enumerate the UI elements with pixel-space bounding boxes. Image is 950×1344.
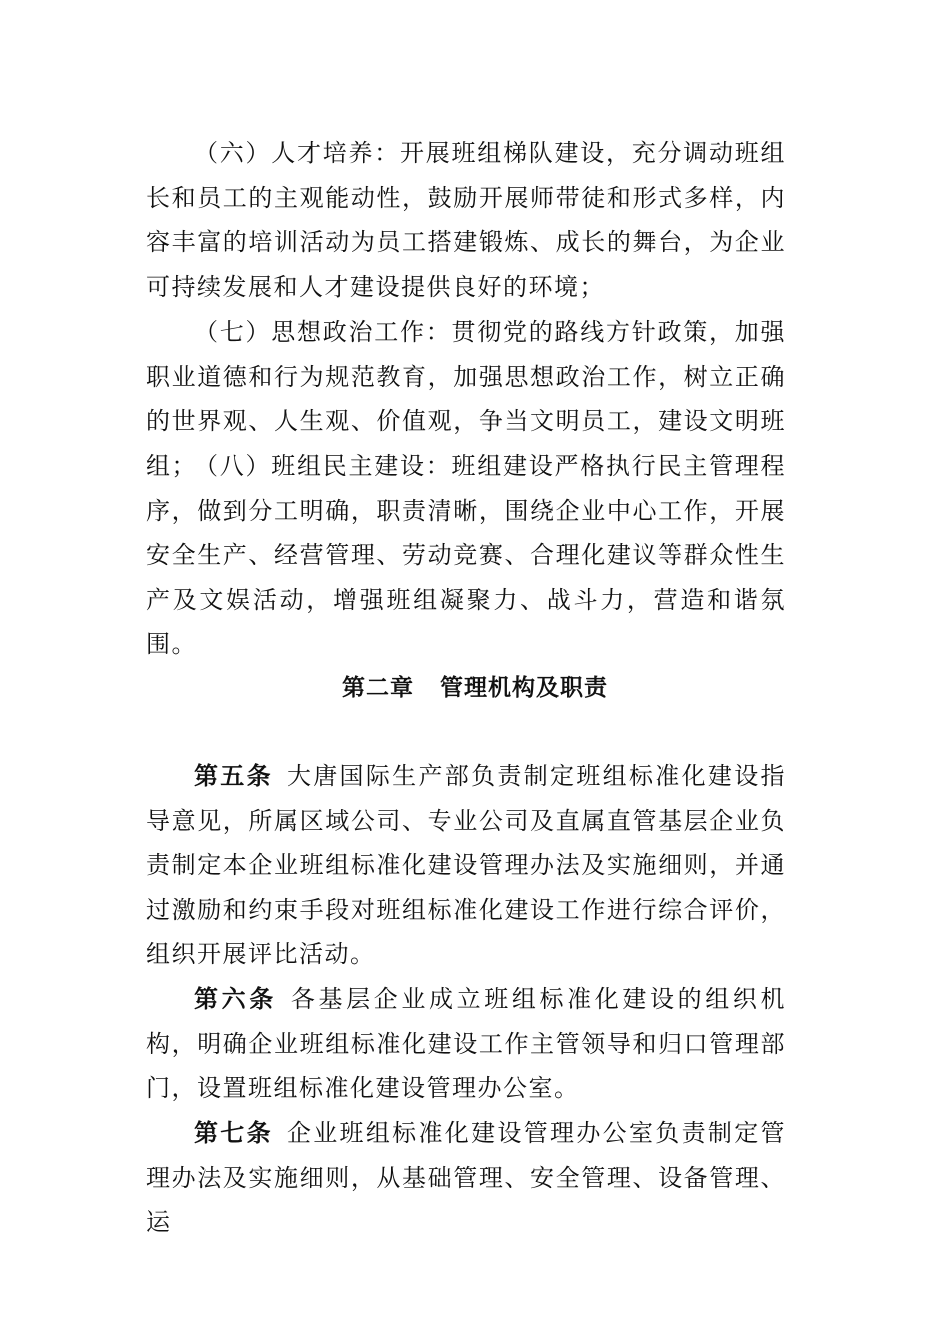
chapter-title: 管理机构及职责 [440,675,608,701]
paragraph-political-work: （七）思想政治工作：贯彻党的路线方针政策，加强职业道德和行为规范教育，加强思想政治工作，树立正确的世界观、人生观、价值观，争当文明员工，建设文明班组； [146,318,786,480]
article-7-text: 企业班组标准化建设管理办公室负责制定管理办法及实施细则，从基础管理、安全管理、设备管理、运 [146,1119,787,1236]
article-6 [146,977,786,1111]
chapter-number: 第二章 [342,675,414,701]
article-6-text: 各基层企业成立班组标准化建设的组织机构，明确企业班组标准化建设工作主管领导和归口管理部门，设置班组标准化建设管理办公室。 [146,985,786,1102]
paragraph-team-democracy: （八）班组民主建设：班组建设严格执行民主管理程序，做到分工明确，职责清晰，围绕企业中心工作，开展安全生产、经营管理、劳动竞赛、合理化建议等群众性生产及文娱活动，增强班组凝聚力、战斗力，营造和谐氛围。 [146,452,786,658]
article-5-label: 第五条 [194,761,273,790]
chapter-heading [0,668,950,708]
article-6-label: 第六条 [194,984,277,1013]
article-7-label: 第七条 [194,1118,273,1147]
article-7 [146,1111,786,1245]
paragraph-talent-training: （六）人才培养：开展班组梯队建设，充分调动班组长和员工的主观能动性，鼓励开展师带徒和形式多样，内容丰富的培训活动为员工搭建锻炼、成长的舞台，为企业可持续发展和人才建设提供良好的环境； [146,139,786,301]
article-5 [146,754,786,977]
article-5-text: 大唐国际生产部负责制定班组标准化建设指导意见，所属区域公司、专业公司及直属直管基层企业负责制定本企业班组标准化建设管理办法及实施细则，并通过激励和约束手段对班组标准化建设工作进行综合评价，组织开展评比活动。 [146,762,787,968]
